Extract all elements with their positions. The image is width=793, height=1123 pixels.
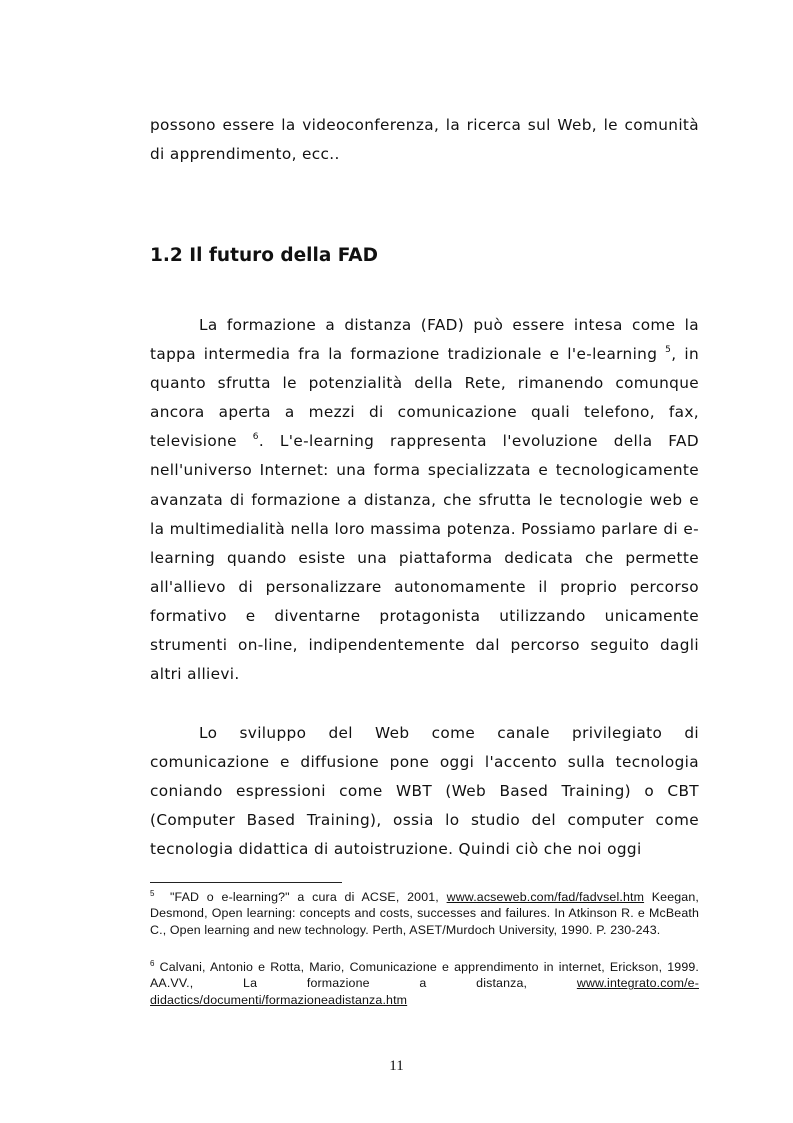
paragraph-fad — [150, 311, 699, 689]
footnote-5-text-b: Keegan, Desmond, Open learning: concepts and costs, successes and failures. In Atkinson R. e McBeath C., Open learning and new technology. Perth, ASET/Murdoch University, 1990. P. 230-243. — [150, 890, 699, 937]
footnote-5-link[interactable]: www.acseweb.com/fad/fadvsel.htm — [446, 890, 645, 904]
paragraph-fad-part-c: . L'e-learning rappresenta l'evoluzione della FAD nell'universo Internet: una forma specializzata e tecnologicamente avanzata di formazione a distanza, che sfrutta le tecnologie web e la multimedialità nella loro massima potenza. Possiamo parlare di e-learning quando esiste una piattaforma dedicata che permette all'allievo di personalizzare autonomamente il proprio percorso formativo e diventarne protagonista utilizzando unicamente strumenti on-line, indipendentemente dal percorso seguito dagli altri allievi. — [150, 432, 699, 684]
continuation-paragraph: possono essere la videoconferenza, la ricerca sul Web, le comunità di apprendimento, ecc.. — [150, 116, 699, 164]
paragraph-web: Lo sviluppo del Web come canale privilegiato di comunicazione e diffusione pone oggi l'accento sulla tecnologia coniando espressioni come WBT (Web Based Training) o CBT (Computer Based Training), ossia lo studio del computer come tecnologia didattica di autoistruzione. Quindi ciò che noi oggi — [150, 724, 699, 859]
paragraph-fad-part-a: La formazione a distanza (FAD) può essere intesa come la tappa intermedia fra la formazione tradizionale e l'e-learning — [150, 316, 699, 364]
footnote-5 — [150, 889, 699, 938]
footnote-ref-5[interactable]: 5 — [665, 345, 672, 356]
footnote-divider — [150, 882, 342, 883]
paragraph-fad-part-b: , in quanto sfrutta le potenzialità della Rete, rimanendo comunque ancora aperta a mezzi di comunicazione quali telefono, fax, televisione — [150, 345, 699, 451]
section-heading: 1.2 Il futuro della FAD — [150, 245, 378, 266]
footnote-6-text-a: Calvani, Antonio e Rotta, Mario, Comunicazione e apprendimento in internet, Erickson, 1999. AA.VV., La formazione a distanza, — [150, 960, 699, 991]
footnote-ref-6[interactable]: 6 — [252, 432, 259, 443]
footnote-6-number: 6 — [150, 959, 155, 968]
footnote-6-link[interactable]: www.integrato.com/e-didactics/documenti/formazioneadistanza.htm — [150, 976, 699, 1007]
footnote-5-number: 5 — [150, 889, 155, 898]
footnote-6 — [150, 959, 699, 1008]
page-number: 11 — [389, 1058, 404, 1074]
footnote-5-text-a: "FAD o e-learning?" a cura di ACSE, 2001, — [170, 890, 447, 904]
